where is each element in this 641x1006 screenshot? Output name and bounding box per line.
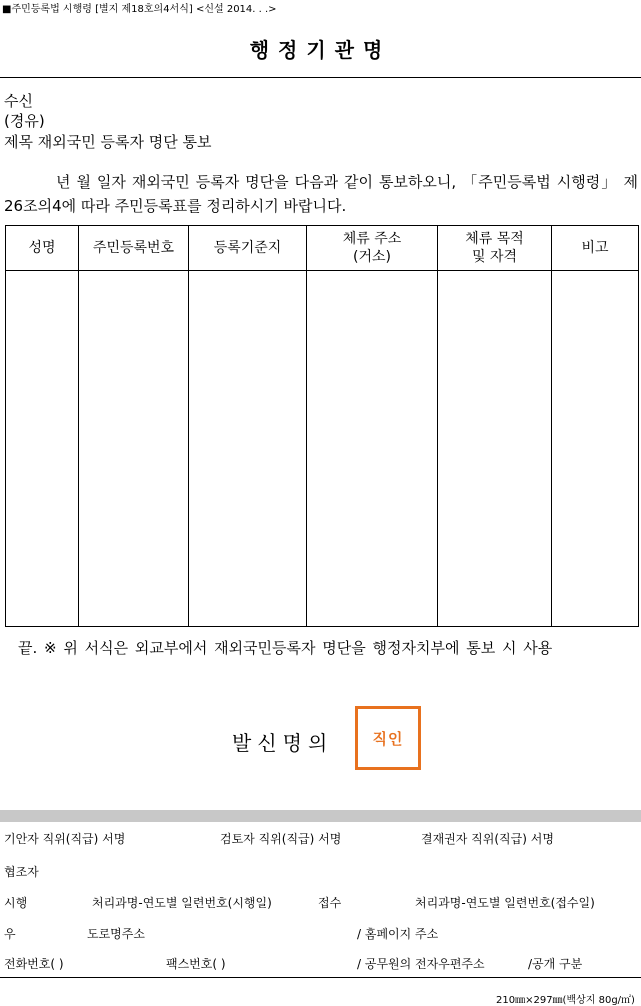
email-field: / 공무원의 전자우편주소 — [357, 957, 485, 971]
receipt-label: 접수 — [318, 896, 342, 910]
footer-divider-bar — [0, 810, 641, 822]
receipt-number: 처리과명-연도별 일련번호(접수일) — [415, 896, 595, 910]
official-seal — [355, 706, 421, 770]
col-header-resident-number: 주민등록번호 — [79, 226, 189, 271]
cell-registration-base[interactable] — [189, 271, 307, 627]
form-reference: ■주민등록법 시행령 [별지 제18호의4서식] <신설 2014. . .> — [2, 4, 277, 15]
cell-resident-number[interactable] — [79, 271, 189, 627]
postal-code-field: 우 — [4, 927, 16, 941]
col-header-registration-base: 등록기준지 — [189, 226, 307, 271]
fax-field: 팩스번호( ) — [166, 957, 226, 971]
col-header-stay-address: 체류 주소 (거소) — [307, 226, 438, 271]
approver-field: 결재권자 직위(직급) 서명 — [421, 832, 554, 846]
table-header-row — [6, 226, 639, 271]
title-divider — [0, 77, 641, 78]
enforcement-label: 시행 — [4, 896, 28, 910]
homepage-field: / 홈페이지 주소 — [357, 927, 439, 941]
cell-stay-purpose[interactable] — [438, 271, 552, 627]
seal-label: 직인 — [372, 729, 404, 748]
document-title: 행정기관명 — [249, 38, 392, 62]
recipient-field: 수신 — [4, 92, 33, 110]
cooperator-field: 협조자 — [4, 865, 39, 879]
disclosure-field: /공개 구분 — [528, 957, 583, 971]
enforcement-number: 처리과명-연도별 일련번호(시행일) — [92, 896, 272, 910]
col-header-stay-purpose: 체류 목적 및 자격 — [438, 226, 552, 271]
body-paragraph — [4, 170, 638, 218]
drafter-field: 기안자 직위(직급) 서명 — [4, 832, 126, 846]
road-address-field: 도로명주소 — [87, 927, 145, 941]
via-field: (경유) — [4, 112, 45, 130]
reviewer-field: 검토자 직위(직급) 서명 — [220, 832, 342, 846]
sender-name: 발신명의 — [232, 731, 334, 755]
footer-bottom-divider — [0, 977, 641, 978]
phone-field: 전화번호( ) — [4, 957, 64, 971]
col-header-remarks: 비고 — [552, 226, 639, 271]
cell-name[interactable] — [6, 271, 79, 627]
table-row — [6, 271, 639, 627]
usage-note: 끝. ※ 위 서식은 외교부에서 재외국민등록자 명단을 행정자치부에 통보 시 사용 — [18, 639, 553, 657]
subject-field: 제목 재외국민 등록자 명단 통보 — [4, 133, 212, 151]
cell-stay-address[interactable] — [307, 271, 438, 627]
paper-size-note: 210㎜×297㎜(백상지 80g/㎡) — [496, 995, 635, 1006]
cell-remarks[interactable] — [552, 271, 639, 627]
registrant-table — [5, 225, 639, 627]
body-text: 년 월 일자 재외국민 등록자 명단을 다음과 같이 통보하오니, 「주민등록법 시행령」 제26조의4에 따라 주민등록표를 정리하시기 바랍니다. — [4, 173, 638, 215]
col-header-name: 성명 — [6, 226, 79, 271]
